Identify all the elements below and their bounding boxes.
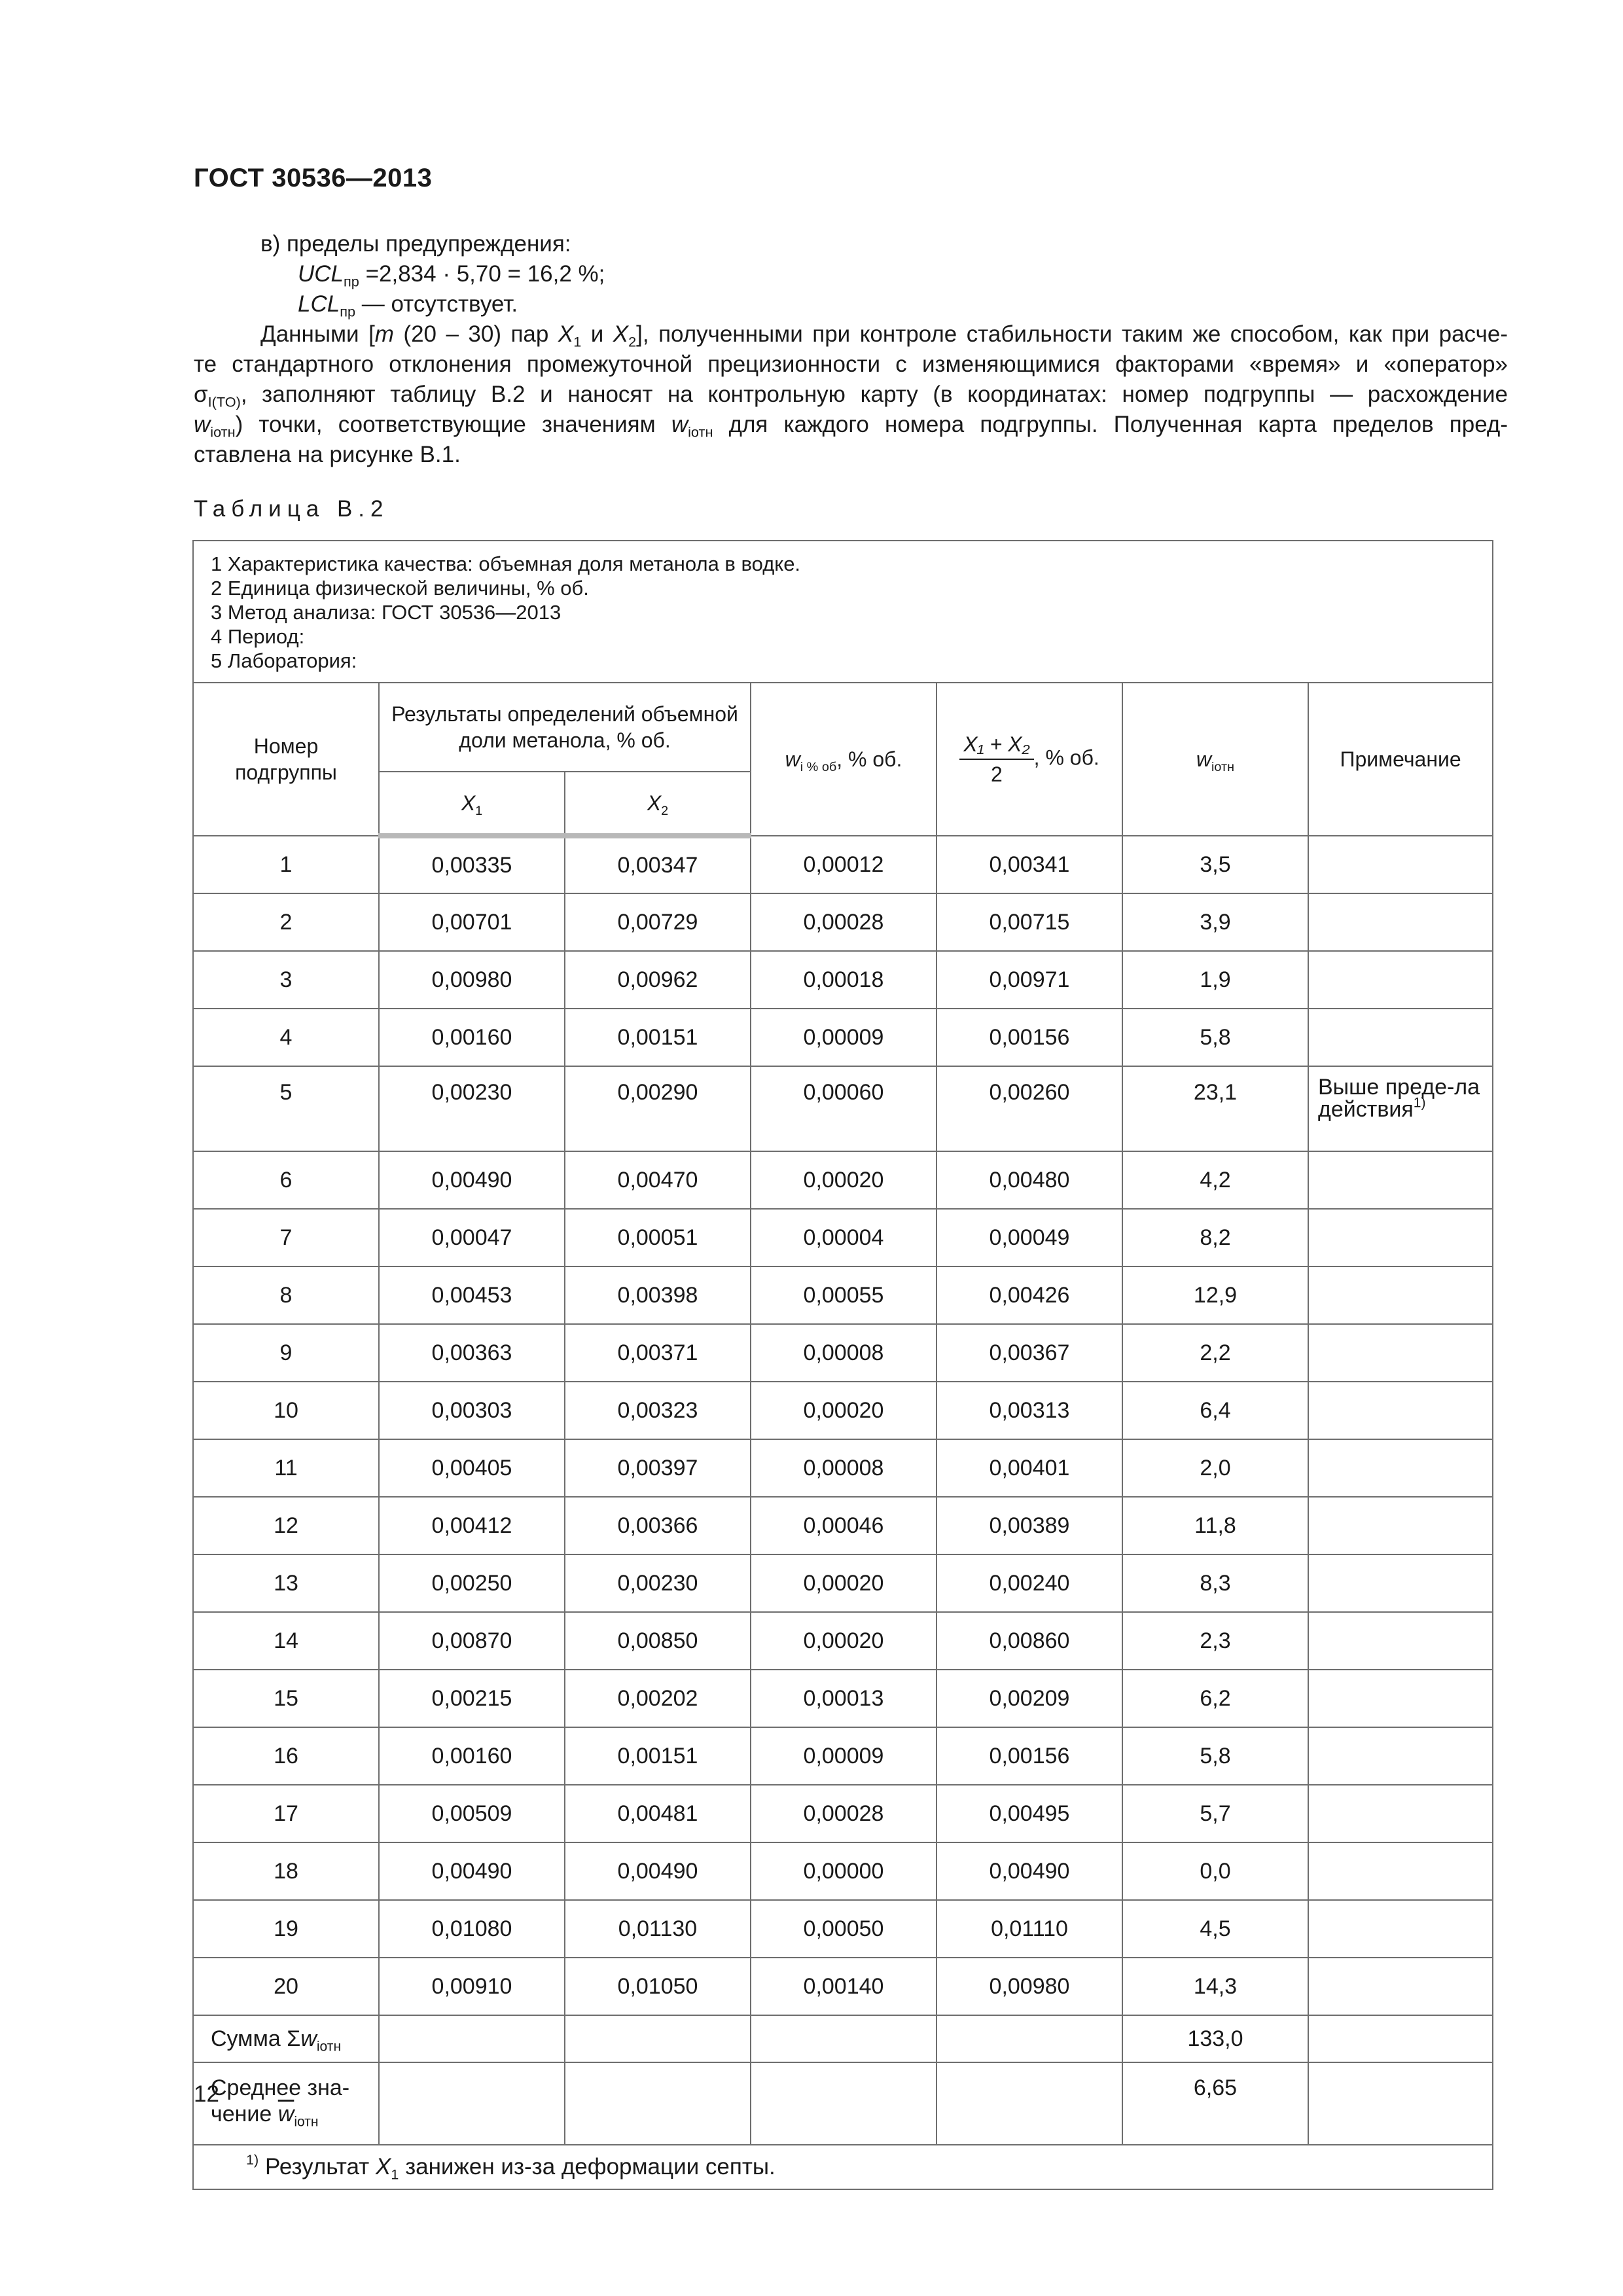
cell-n: 7 (193, 1209, 379, 1266)
cell-note (1308, 1439, 1493, 1497)
list-item-text: пределы предупреждения: (286, 231, 571, 257)
cell-wrel: 8,2 (1122, 1209, 1308, 1266)
cell-x2: 0,00202 (565, 1670, 751, 1727)
table-row (193, 836, 1493, 893)
table-row (193, 1382, 1493, 1439)
cell-x2: 0,00323 (565, 1382, 751, 1439)
cell-n: 10 (193, 1382, 379, 1439)
cell-w: 0,00009 (751, 1009, 936, 1066)
header-subgroup: Номер подгруппы (193, 683, 379, 836)
paragraph-line-3: $\sigma_{I(TO)}$, заполняют таблицу В.2 и наносят на контрольную карту (в координатах: номер подгруппы — расхождение (194, 382, 1508, 410)
cell-note (1308, 1785, 1493, 1842)
table-row (193, 1497, 1493, 1554)
cell-x1: 0,00047 (379, 1209, 565, 1266)
cell-n: 20 (193, 1958, 379, 2015)
cell-n: 15 (193, 1670, 379, 1727)
cell-wrel: 5,8 (1122, 1727, 1308, 1785)
cell-x2: 0,00490 (565, 1842, 751, 1900)
cell-note (1308, 1209, 1493, 1266)
cell-x1: 0,00160 (379, 1009, 565, 1066)
cell-x1: 0,00160 (379, 1727, 565, 1785)
cell-x1: 0,00303 (379, 1382, 565, 1439)
cell-w: 0,00046 (751, 1497, 936, 1554)
cell-mean: 0,00156 (936, 1009, 1122, 1066)
cell-note (1308, 1958, 1493, 2015)
header-note: Примечание (1308, 683, 1493, 836)
cell-wrel: 5,8 (1122, 1009, 1308, 1066)
cell-wrel: 3,5 (1122, 836, 1308, 893)
cell-note (1308, 951, 1493, 1009)
sum-label: Сумма $\Sigma w_{iотн}$ (193, 2015, 379, 2062)
cell-x1: 0,00405 (379, 1439, 565, 1497)
cell-x1: 0,00412 (379, 1497, 565, 1554)
formula-lcl (298, 289, 518, 319)
cell-wrel: 6,4 (1122, 1382, 1308, 1439)
table-row (193, 1554, 1493, 1612)
cell-n: 4 (193, 1009, 379, 1066)
paragraph-line-1: Данными [m (20 – 30) пар $X_1$ и $X_2$], полученными при контроле стабильности таким же способом, как при расче- (260, 321, 1508, 350)
cell-mean: 0,00260 (936, 1066, 1122, 1151)
cell-w: 0,00060 (751, 1066, 936, 1151)
table-row (193, 1209, 1493, 1266)
table-row (193, 1151, 1493, 1209)
list-item-label: в) (260, 231, 281, 257)
cell-note (1308, 1009, 1493, 1066)
table-row (193, 893, 1493, 951)
lcl-text: — отсутствует. (361, 291, 518, 317)
ucl-expr: =2,834 · 5,70 = 16,2 %; (365, 261, 605, 287)
cell-x2: 0,00850 (565, 1612, 751, 1670)
cell-x2: 0,00151 (565, 1009, 751, 1066)
cell-x2: 0,00398 (565, 1266, 751, 1324)
cell-w: 0,00020 (751, 1612, 936, 1670)
cell-x1: 0,00335 (379, 836, 565, 893)
cell-x1: 0,00910 (379, 1958, 565, 2015)
info-line: 2 Единица физической величины, % об. (211, 577, 589, 600)
cell-n: 8 (193, 1266, 379, 1324)
table-row (193, 1785, 1493, 1842)
header-results: Результаты определений объемной доли метанола, % об. (379, 683, 751, 772)
cell-x2: 0,00051 (565, 1209, 751, 1266)
cell-wrel: 2,3 (1122, 1612, 1308, 1670)
cell-wrel: 4,5 (1122, 1900, 1308, 1958)
cell-x1: 0,00363 (379, 1324, 565, 1382)
cell-wrel: 11,8 (1122, 1497, 1308, 1554)
cell-x2: 0,01050 (565, 1958, 751, 2015)
ucl-sub: пр (344, 273, 359, 290)
cell-n: 3 (193, 951, 379, 1009)
cell-n: 5 (193, 1066, 379, 1151)
cell-wrel: 14,3 (1122, 1958, 1308, 2015)
cell-w: 0,00008 (751, 1439, 936, 1497)
cell-wrel: 2,2 (1122, 1324, 1308, 1382)
cell-x1: 0,00870 (379, 1612, 565, 1670)
header-mean: $\frac{\text{X₁ + X₂}}{2}$ , % об. (936, 683, 1122, 836)
cell-x2: 0,00397 (565, 1439, 751, 1497)
document-header: ГОСТ 30536—2013 (194, 164, 433, 192)
cell-x2: 0,01130 (565, 1900, 751, 1958)
cell-n: 13 (193, 1554, 379, 1612)
cell-mean: 0,00240 (936, 1554, 1122, 1612)
cell-note (1308, 1670, 1493, 1727)
cell-n: 14 (193, 1612, 379, 1670)
cell-n: 2 (193, 893, 379, 951)
cell-x1: 0,00230 (379, 1066, 565, 1151)
cell-w: 0,00008 (751, 1324, 936, 1382)
cell-mean: 0,00971 (936, 951, 1122, 1009)
table-row (193, 1066, 1493, 1151)
table-row (193, 1009, 1493, 1066)
cell-x1: 0,00250 (379, 1554, 565, 1612)
cell-mean: 0,00426 (936, 1266, 1122, 1324)
cell-mean: 0,00401 (936, 1439, 1122, 1497)
info-line: 5 Лаборатория: (211, 649, 357, 672)
cell-mean: 0,00209 (936, 1670, 1122, 1727)
cell-w: 0,00013 (751, 1670, 936, 1727)
paragraph-line-5: ставлена на рисунке В.1. (194, 442, 461, 467)
cell-n: 17 (193, 1785, 379, 1842)
cell-wrel: 0,0 (1122, 1842, 1308, 1900)
cell-wrel: 4,2 (1122, 1151, 1308, 1209)
info-line: 1 Характеристика качества: объемная доля метанола в водке. (211, 552, 801, 575)
cell-wrel: 6,2 (1122, 1670, 1308, 1727)
cell-n: 19 (193, 1900, 379, 1958)
cell-note: Выше преде-ла действия$^{1)}$ (1308, 1066, 1493, 1151)
cell-mean: 0,01110 (936, 1900, 1122, 1958)
table-row (193, 1439, 1493, 1497)
cell-x2: 0,00230 (565, 1554, 751, 1612)
cell-n: 12 (193, 1497, 379, 1554)
table-row (193, 1727, 1493, 1785)
cell-n: 9 (193, 1324, 379, 1382)
cell-wrel: 8,3 (1122, 1554, 1308, 1612)
cell-wrel: 5,7 (1122, 1785, 1308, 1842)
lcl-sub: пр (340, 303, 356, 320)
cell-mean: 0,00049 (936, 1209, 1122, 1266)
table-footnote: $^{1)}$ Результат $X_1$ занижен из-за деформации септы. (193, 2145, 1493, 2189)
cell-x1: 0,00453 (379, 1266, 565, 1324)
cell-x2: 0,00151 (565, 1727, 751, 1785)
header-x1: $X_1$ (379, 772, 565, 836)
cell-w: 0,00000 (751, 1842, 936, 1900)
table-row (193, 1842, 1493, 1900)
paragraph-line-2: те стандартного отклонения промежуточной прецизионности с изменяющимися факторами «время» и «оператор» (194, 351, 1508, 377)
cell-x2: 0,00962 (565, 951, 751, 1009)
cell-x1: 0,00980 (379, 951, 565, 1009)
average-value: 6,65 (1122, 2062, 1308, 2145)
cell-note (1308, 1382, 1493, 1439)
cell-note (1308, 1266, 1493, 1324)
table-row (193, 1958, 1493, 2015)
cell-note (1308, 1900, 1493, 1958)
cell-w: 0,00004 (751, 1209, 936, 1266)
cell-mean: 0,00313 (936, 1382, 1122, 1439)
cell-w: 0,00028 (751, 1785, 936, 1842)
cell-w: 0,00140 (751, 1958, 936, 2015)
page-number: 12 (194, 2081, 219, 2107)
cell-wrel: 3,9 (1122, 893, 1308, 951)
cell-w: 0,00020 (751, 1151, 936, 1209)
cell-x2: 0,00347 (565, 836, 751, 893)
table-row (193, 1324, 1493, 1382)
lcl-var: LCL (298, 291, 340, 317)
cell-note (1308, 1554, 1493, 1612)
cell-x2: 0,00371 (565, 1324, 751, 1382)
average-label: Среднее зна- чение $\overline{w}_{iотн}$ (193, 2062, 379, 2145)
data-table (192, 540, 1493, 2190)
cell-x1: 0,00215 (379, 1670, 565, 1727)
cell-w: 0,00012 (751, 836, 936, 893)
ucl-var: UCL (298, 261, 344, 287)
table-row (193, 1670, 1493, 1727)
cell-w: 0,00055 (751, 1266, 936, 1324)
cell-mean: 0,00367 (936, 1324, 1122, 1382)
cell-wrel: 2,0 (1122, 1439, 1308, 1497)
info-line: 3 Метод анализа: ГОСТ 30536—2013 (211, 601, 562, 624)
header-w-relative: $w_{iотн}$ (1122, 683, 1308, 836)
cell-mean: 0,00715 (936, 893, 1122, 951)
cell-w: 0,00028 (751, 893, 936, 951)
cell-x2: 0,00290 (565, 1066, 751, 1151)
cell-x1: 0,01080 (379, 1900, 565, 1958)
cell-mean: 0,00389 (936, 1497, 1122, 1554)
cell-x2: 0,00729 (565, 893, 751, 951)
cell-mean: 0,00980 (936, 1958, 1122, 2015)
cell-mean: 0,00860 (936, 1612, 1122, 1670)
cell-wrel: 1,9 (1122, 951, 1308, 1009)
cell-x2: 0,00481 (565, 1785, 751, 1842)
cell-w: 0,00050 (751, 1900, 936, 1958)
cell-mean: 0,00490 (936, 1842, 1122, 1900)
cell-mean: 0,00495 (936, 1785, 1122, 1842)
cell-note (1308, 836, 1493, 893)
cell-n: 6 (193, 1151, 379, 1209)
cell-note (1308, 1497, 1493, 1554)
header-x2: $X_2$ (565, 772, 751, 836)
cell-note (1308, 1727, 1493, 1785)
paragraph-line-4: $w_{iотн}$) точки, соответствующие значениям $w_{iотн}$ для каждого номера подгруппы. Полученная карта пределов пред- (194, 412, 1508, 440)
cell-mean: 0,00156 (936, 1727, 1122, 1785)
cell-x1: 0,00490 (379, 1842, 565, 1900)
cell-x2: 0,00470 (565, 1151, 751, 1209)
cell-mean: 0,00480 (936, 1151, 1122, 1209)
cell-n: 18 (193, 1842, 379, 1900)
info-line: 4 Период: (211, 625, 305, 648)
cell-x1: 0,00509 (379, 1785, 565, 1842)
formula-ucl (298, 259, 605, 289)
cell-w: 0,00020 (751, 1554, 936, 1612)
table-caption: Таблица В.2 (194, 496, 389, 522)
table-row (193, 1900, 1493, 1958)
cell-note (1308, 1151, 1493, 1209)
cell-wrel: 23,1 (1122, 1066, 1308, 1151)
cell-note (1308, 1612, 1493, 1670)
cell-w: 0,00020 (751, 1382, 936, 1439)
sum-value: 133,0 (1122, 2015, 1308, 2062)
table-row (193, 951, 1493, 1009)
cell-note (1308, 893, 1493, 951)
table-info-block (193, 541, 1493, 683)
cell-mean: 0,00341 (936, 836, 1122, 893)
cell-n: 1 (193, 836, 379, 893)
cell-note (1308, 1324, 1493, 1382)
table-row (193, 1266, 1493, 1324)
table-row (193, 1612, 1493, 1670)
cell-wrel: 12,9 (1122, 1266, 1308, 1324)
header-w-percent: $w_{i \% об}$, % об. (751, 683, 936, 836)
cell-note (1308, 1842, 1493, 1900)
cell-n: 11 (193, 1439, 379, 1497)
cell-x2: 0,00366 (565, 1497, 751, 1554)
cell-w: 0,00018 (751, 951, 936, 1009)
cell-x1: 0,00701 (379, 893, 565, 951)
cell-n: 16 (193, 1727, 379, 1785)
list-item-warning-limits (260, 229, 571, 259)
cell-w: 0,00009 (751, 1727, 936, 1785)
cell-x1: 0,00490 (379, 1151, 565, 1209)
